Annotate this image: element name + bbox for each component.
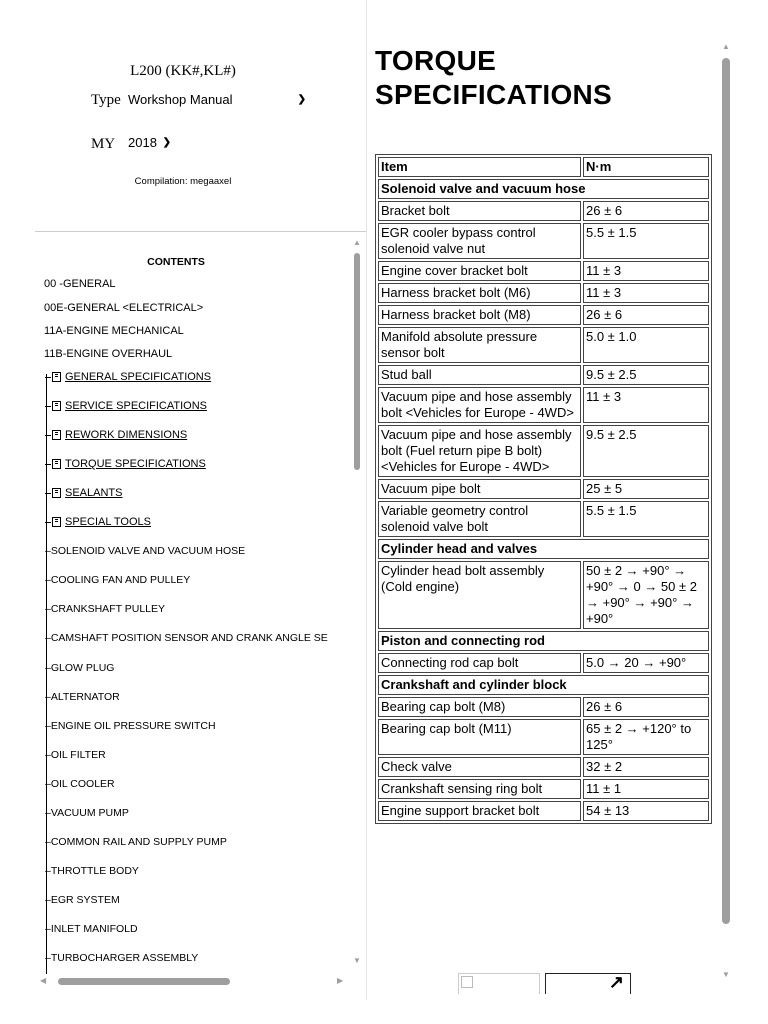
scroll-down-arrow[interactable]: ▼ xyxy=(353,956,361,965)
table-row xyxy=(378,261,709,281)
compilation-text: Compilation: megaaxel xyxy=(134,176,232,187)
toc-item[interactable]: 11A-ENGINE MECHANICAL xyxy=(44,325,184,337)
toc-leaf[interactable]: –ALTERNATOR xyxy=(45,691,120,703)
toc-panel xyxy=(0,232,366,990)
toc-leaf[interactable]: –EGR SYSTEM xyxy=(45,894,120,906)
toc-leaf-label[interactable]: ALTERNATOR xyxy=(50,691,120,703)
table-section-row xyxy=(378,179,709,199)
header-panel xyxy=(0,0,366,232)
item-cell: EGR cooler bypass control solenoid valve nut xyxy=(378,223,581,259)
item-cell: Harness bracket bolt (M6) xyxy=(378,283,581,303)
toc-leaf-label[interactable]: ENGINE OIL PRESSURE SWITCH xyxy=(50,720,216,732)
toc-leaf-label[interactable]: EGR SYSTEM xyxy=(50,894,120,906)
item-cell: Vacuum pipe bolt xyxy=(378,479,581,499)
table-row xyxy=(378,719,709,755)
toc-link[interactable]: SPECIAL TOOLS xyxy=(65,516,152,528)
section-heading: Crankshaft and cylinder block xyxy=(378,675,709,695)
toc-sub-item[interactable] xyxy=(45,429,187,441)
torque-value-cell: 65 ± 2 → +120° to 125° xyxy=(583,719,709,755)
document-icon xyxy=(52,488,61,498)
toc-sub-item[interactable] xyxy=(45,371,211,383)
toc-leaf[interactable]: –COMMON RAIL AND SUPPLY PUMP xyxy=(45,836,227,848)
toc-vertical-scrollbar[interactable] xyxy=(354,253,360,470)
table-section-row xyxy=(378,631,709,651)
item-cell: Harness bracket bolt (M8) xyxy=(378,305,581,325)
table-row xyxy=(378,223,709,259)
table-section-row xyxy=(378,675,709,695)
document-icon xyxy=(52,401,61,411)
external-link-button[interactable] xyxy=(545,973,631,994)
my-label: MY xyxy=(91,136,116,152)
column-header-value: N·m xyxy=(583,157,709,177)
item-cell: Vacuum pipe and hose assembly bolt <Vehicles for Europe - 4WD> xyxy=(378,387,581,423)
scroll-left-arrow[interactable]: ◀ xyxy=(40,976,47,985)
torque-value-cell: 5.5 ± 1.5 xyxy=(583,223,709,259)
toc-leaf-label[interactable]: COOLING FAN AND PULLEY xyxy=(50,574,191,586)
toc-item[interactable]: 00 -GENERAL xyxy=(44,278,116,290)
toc-leaf-label[interactable]: INLET MANIFOLD xyxy=(50,923,138,935)
toc-leaf[interactable]: –SOLENOID VALVE AND VACUUM HOSE xyxy=(45,545,246,557)
table-row xyxy=(378,697,709,717)
toc-leaf[interactable]: –ENGINE OIL PRESSURE SWITCH xyxy=(45,720,216,732)
toc-link[interactable]: SEALANTS xyxy=(65,487,123,499)
table-row xyxy=(378,779,709,799)
table-row xyxy=(378,283,709,303)
item-cell: Bearing cap bolt (M11) xyxy=(378,719,581,755)
toc-leaf-label[interactable]: SOLENOID VALVE AND VACUUM HOSE xyxy=(50,545,246,557)
toc-leaf-label[interactable]: OIL FILTER xyxy=(50,749,106,761)
document-icon xyxy=(52,459,61,469)
toc-sub-item[interactable] xyxy=(45,458,206,470)
torque-value-cell: 11 ± 3 xyxy=(583,261,709,281)
toc-link[interactable]: GENERAL SPECIFICATIONS xyxy=(65,371,212,383)
external-link-icon: ↗ xyxy=(608,972,624,992)
item-cell: Check valve xyxy=(378,757,581,777)
table-row xyxy=(378,479,709,499)
model-title: L200 (KK#,KL#) xyxy=(130,63,236,79)
chevron-down-icon: ❯ xyxy=(297,94,306,105)
toc-heading: CONTENTS xyxy=(147,256,205,268)
toc-leaf[interactable]: –CRANKSHAFT PULLEY xyxy=(45,603,166,615)
torque-value-cell: 5.5 ± 1.5 xyxy=(583,501,709,537)
toc-item[interactable]: 11B-ENGINE OVERHAUL xyxy=(44,348,173,360)
tree-connector xyxy=(45,435,51,436)
torque-value-cell: 32 ± 2 xyxy=(583,757,709,777)
scroll-right-arrow[interactable]: ▶ xyxy=(337,976,344,985)
toc-horizontal-scrollbar[interactable] xyxy=(58,978,230,985)
section-heading: Piston and connecting rod xyxy=(378,631,709,651)
torque-value-cell: 9.5 ± 2.5 xyxy=(583,425,709,477)
page-title-line1: TORQUE xyxy=(375,45,497,76)
item-cell: Stud ball xyxy=(378,365,581,385)
toc-leaf-label[interactable]: OIL COOLER xyxy=(50,778,115,790)
table-row xyxy=(378,327,709,363)
toc-leaf-label[interactable]: GLOW PLUG xyxy=(50,662,115,674)
torque-value-cell: 25 ± 5 xyxy=(583,479,709,499)
toc-item[interactable]: 00E-GENERAL <ELECTRICAL> xyxy=(44,302,204,314)
table-row xyxy=(378,365,709,385)
document-icon xyxy=(52,372,61,382)
toc-leaf[interactable]: –INLET MANIFOLD xyxy=(45,923,138,935)
toc-leaf[interactable]: –GLOW PLUG xyxy=(45,662,115,674)
toc-leaf[interactable]: –OIL COOLER xyxy=(45,778,115,790)
toc-sub-item[interactable] xyxy=(45,487,122,499)
torque-value-cell: 26 ± 6 xyxy=(583,201,709,221)
torque-table-body xyxy=(378,157,709,821)
tree-connector xyxy=(45,377,51,378)
toc-leaf[interactable]: –VACUUM PUMP xyxy=(45,807,129,819)
table-row xyxy=(378,201,709,221)
type-select-value: Workshop Manual xyxy=(128,92,233,107)
section-heading: Cylinder head and valves xyxy=(378,539,709,559)
torque-value-cell: 11 ± 3 xyxy=(583,387,709,423)
toc-link[interactable]: SERVICE SPECIFICATIONS xyxy=(65,400,208,412)
table-row xyxy=(378,801,709,821)
type-label: Type xyxy=(91,92,121,108)
torque-value-cell: 11 ± 3 xyxy=(583,283,709,303)
torque-value-cell: 5.0 → 20 → +90° xyxy=(583,653,709,673)
document-icon xyxy=(52,517,61,527)
toc-sub-item[interactable] xyxy=(45,516,151,528)
item-cell: Manifold absolute pressure sensor bolt xyxy=(378,327,581,363)
tree-connector xyxy=(45,522,51,523)
item-cell: Crankshaft sensing ring bolt xyxy=(378,779,581,799)
chevron-down-icon: ❯ xyxy=(162,137,171,148)
torque-table xyxy=(375,154,712,824)
toc-leaf-label[interactable]: TURBOCHARGER ASSEMBLY xyxy=(50,952,199,964)
tree-connector xyxy=(45,493,51,494)
my-select-value: 2018 xyxy=(128,135,157,150)
torque-value-cell: 54 ± 13 xyxy=(583,801,709,821)
content-panel xyxy=(366,0,721,1000)
toc-leaf-label[interactable]: CAMSHAFT POSITION SENSOR AND CRANK ANGLE SE xyxy=(50,632,328,644)
toc-link[interactable]: REWORK DIMENSIONS xyxy=(65,429,188,441)
toc-sub-item[interactable] xyxy=(45,400,207,412)
tree-connector xyxy=(45,406,51,407)
item-cell: Engine cover bracket bolt xyxy=(378,261,581,281)
torque-value-cell: 26 ± 6 xyxy=(583,305,709,325)
item-cell: Variable geometry control solenoid valve bolt xyxy=(378,501,581,537)
toc-leaf[interactable]: –COOLING FAN AND PULLEY xyxy=(45,574,191,586)
table-row xyxy=(378,501,709,537)
table-row xyxy=(378,757,709,777)
broken-image-icon xyxy=(461,976,473,988)
scroll-down-arrow[interactable]: ▼ xyxy=(722,970,730,979)
table-row xyxy=(378,561,709,629)
torque-value-cell: 11 ± 1 xyxy=(583,779,709,799)
toc-leaf[interactable]: –OIL FILTER xyxy=(45,749,106,761)
column-header-item: Item xyxy=(378,157,581,177)
page-title xyxy=(375,44,612,112)
my-select[interactable] xyxy=(125,132,175,151)
toc-leaf[interactable]: –CAMSHAFT POSITION SENSOR AND CRANK ANGLE SE xyxy=(45,632,328,644)
toc-leaf-label[interactable]: CRANKSHAFT PULLEY xyxy=(50,603,166,615)
table-row xyxy=(378,387,709,423)
page-title-line2: SPECIFICATIONS xyxy=(375,79,613,110)
table-row xyxy=(378,653,709,673)
table-header-row xyxy=(378,157,709,177)
table-section-row xyxy=(378,539,709,559)
scroll-up-arrow[interactable]: ▲ xyxy=(353,238,361,247)
torque-value-cell: 26 ± 6 xyxy=(583,697,709,717)
item-cell: Connecting rod cap bolt xyxy=(378,653,581,673)
torque-value-cell: 5.0 ± 1.0 xyxy=(583,327,709,363)
toc-leaf[interactable]: –TURBOCHARGER ASSEMBLY xyxy=(45,952,199,964)
tree-connector xyxy=(45,464,51,465)
toc-leaf-label[interactable]: THROTTLE BODY xyxy=(50,865,139,877)
item-cell: Bearing cap bolt (M8) xyxy=(378,697,581,717)
item-cell: Vacuum pipe and hose assembly bolt (Fuel return pipe B bolt) <Vehicles for Europe - 4WD> xyxy=(378,425,581,477)
toc-leaf-label[interactable]: VACUUM PUMP xyxy=(50,807,129,819)
content-vertical-scrollbar[interactable] xyxy=(722,58,730,924)
toc-link[interactable]: TORQUE SPECIFICATIONS xyxy=(65,458,206,470)
table-row xyxy=(378,425,709,477)
toc-leaf-label[interactable]: COMMON RAIL AND SUPPLY PUMP xyxy=(50,836,227,848)
scroll-up-arrow[interactable]: ▲ xyxy=(722,42,730,51)
item-cell: Bracket bolt xyxy=(378,201,581,221)
type-select[interactable] xyxy=(125,89,310,108)
broken-image[interactable] xyxy=(458,973,540,994)
table-row xyxy=(378,305,709,325)
item-cell: Engine support bracket bolt xyxy=(378,801,581,821)
torque-value-cell: 9.5 ± 2.5 xyxy=(583,365,709,385)
torque-value-cell: 50 ± 2 → +90° → +90° → 0 → 50 ± 2 → +90° → +90° → +90° xyxy=(583,561,709,629)
item-cell: Cylinder head bolt assembly (Cold engine) xyxy=(378,561,581,629)
toc-leaf[interactable]: –THROTTLE BODY xyxy=(45,865,139,877)
section-heading: Solenoid valve and vacuum hose xyxy=(378,179,709,199)
document-icon xyxy=(52,430,61,440)
